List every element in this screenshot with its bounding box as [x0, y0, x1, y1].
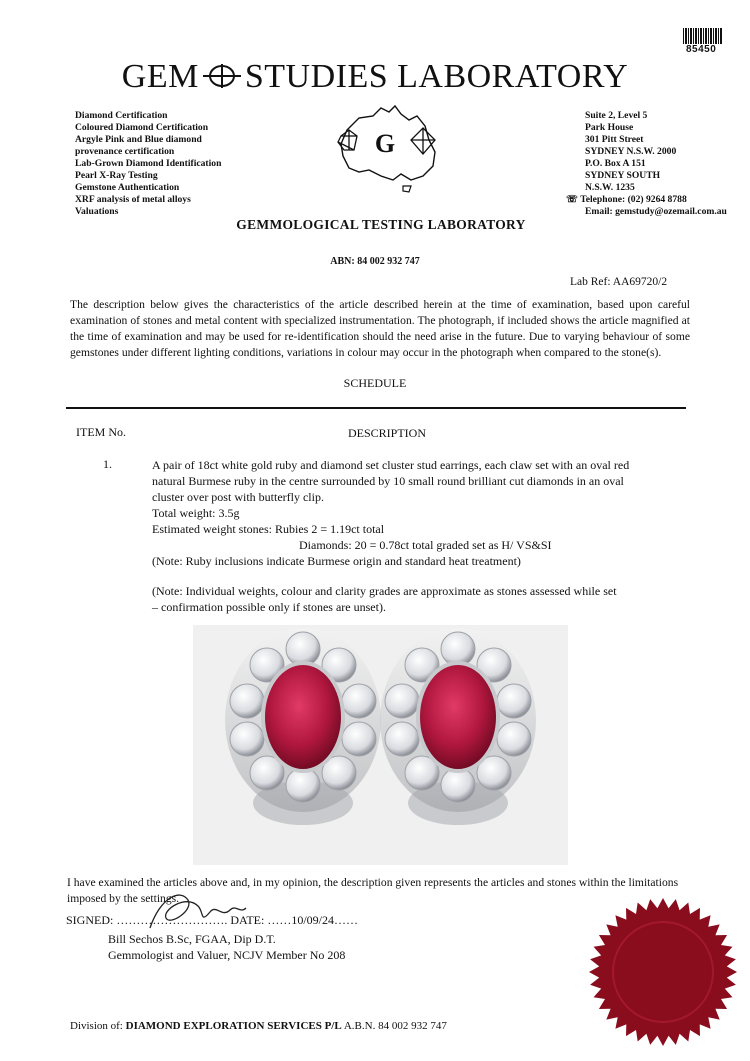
- diamonds-weight: Diamonds: 20 = 0.78ct total graded set as H/ VS&SI: [299, 538, 552, 552]
- service-item: Argyle Pink and Blue diamond: [75, 134, 202, 145]
- earrings-photo: [193, 625, 568, 865]
- red-seal-icon: [588, 897, 738, 1047]
- service-item: Gemstone Authentication: [75, 182, 180, 193]
- barcode: [683, 28, 723, 44]
- estimated-weight: Estimated weight stones: Rubies 2 = 1.19ct total: [152, 522, 385, 536]
- footer: [70, 1020, 447, 1032]
- divider: [66, 407, 686, 409]
- description-text: A pair of 18ct white gold ruby and diamond set cluster stud earrings, each claw set with an oval red natural Burmese ruby in the centre surrounded by 10 small round brilliant cut diamonds in an oval cluster over post with butterfly clip.: [152, 458, 630, 504]
- service-item: Pearl X-Ray Testing: [75, 170, 158, 181]
- intro-paragraph: The description below gives the characteristics of the article described herein at the time of examination, based upon careful examination of stones and metal content with specialized instrumentation. The photograph, if included shows the article magnified at the time of examination and may be used for re-identification should the need arise in the future. Due to varying behaviour of some gemstones under different lighting conditions, variations in colour may occur in the photograph when compared to the stone(s).: [70, 298, 690, 359]
- services-list: [75, 110, 221, 218]
- schedule-heading: SCHEDULE: [343, 376, 407, 390]
- address-line: 301 Pitt Street: [585, 134, 644, 145]
- service-item: Coloured Diamond Certification: [75, 122, 209, 133]
- barcode-number: 85450: [686, 44, 717, 55]
- phone-line: ☏ Telephone: (02) 9264 8788: [566, 194, 687, 205]
- email-line: Email: gemstudy@ozemail.com.au: [585, 206, 727, 217]
- address-line: SYDNEY SOUTH: [585, 170, 661, 181]
- examination-declaration: I have examined the articles above and, in my opinion, the description given represents the articles and stones within the limitations imposed by the settings.: [67, 876, 679, 905]
- crosshair-circle-icon: [203, 60, 241, 98]
- title-left: GEM: [121, 58, 199, 95]
- service-item: Valuations: [75, 206, 119, 217]
- footer-prefix: Division of:: [70, 1020, 126, 1032]
- service-item: Lab-Grown Diamond Identification: [75, 158, 222, 169]
- description-header: DESCRIPTION: [348, 426, 427, 440]
- service-item: XRF analysis of metal alloys: [75, 194, 191, 205]
- lab-address: [566, 110, 727, 218]
- signer-title: Gemmologist and Valuer, NCJV Member No 208: [108, 948, 346, 962]
- address-line: N.S.W. 1235: [585, 182, 635, 193]
- abn: ABN: 84 002 932 747: [330, 256, 420, 267]
- service-item: provenance certification: [75, 146, 175, 157]
- australia-map-logo-icon: [325, 100, 445, 195]
- date-text: DATE: ……10/09/24……: [230, 913, 359, 927]
- address-line: SYDNEY N.S.W. 2000: [585, 146, 677, 157]
- signed-line: [66, 913, 358, 928]
- logo-letter: G: [374, 129, 396, 158]
- address-line: P.O. Box A 151: [585, 158, 646, 169]
- item-description: [152, 457, 632, 569]
- page-title: [0, 58, 750, 98]
- title-right: STUDIES LABORATORY: [244, 58, 629, 95]
- origin-note: (Note: Ruby inclusions indicate Burmese origin and standard heat treatment): [152, 554, 521, 568]
- item-number: 1.: [103, 457, 112, 471]
- footer-company: DIAMOND EXPLORATION SERVICES P/L: [125, 1020, 342, 1032]
- address-line: Park House: [585, 122, 634, 133]
- grading-note: (Note: Individual weights, colour and clarity grades are approximate as stones assessed while set – confirmation possible only if stones are unset).: [152, 584, 617, 614]
- signer-name: Bill Sechos B.Sc, FGAA, Dip D.T.: [108, 932, 276, 946]
- lab-subtitle: GEMMOLOGICAL TESTING LABORATORY: [236, 217, 526, 232]
- telephone-icon: ☏: [566, 194, 581, 205]
- item-no-header: ITEM No.: [76, 425, 126, 439]
- lab-ref: Lab Ref: AA69720/2: [570, 276, 668, 288]
- service-item: Diamond Certification: [75, 110, 168, 121]
- address-line: Suite 2, Level 5: [585, 110, 648, 121]
- signed-label: SIGNED: ……………………….: [66, 913, 228, 927]
- total-weight: Total weight: 3.5g: [152, 506, 240, 520]
- footer-abn: A.B.N. 84 002 932 747: [341, 1020, 447, 1032]
